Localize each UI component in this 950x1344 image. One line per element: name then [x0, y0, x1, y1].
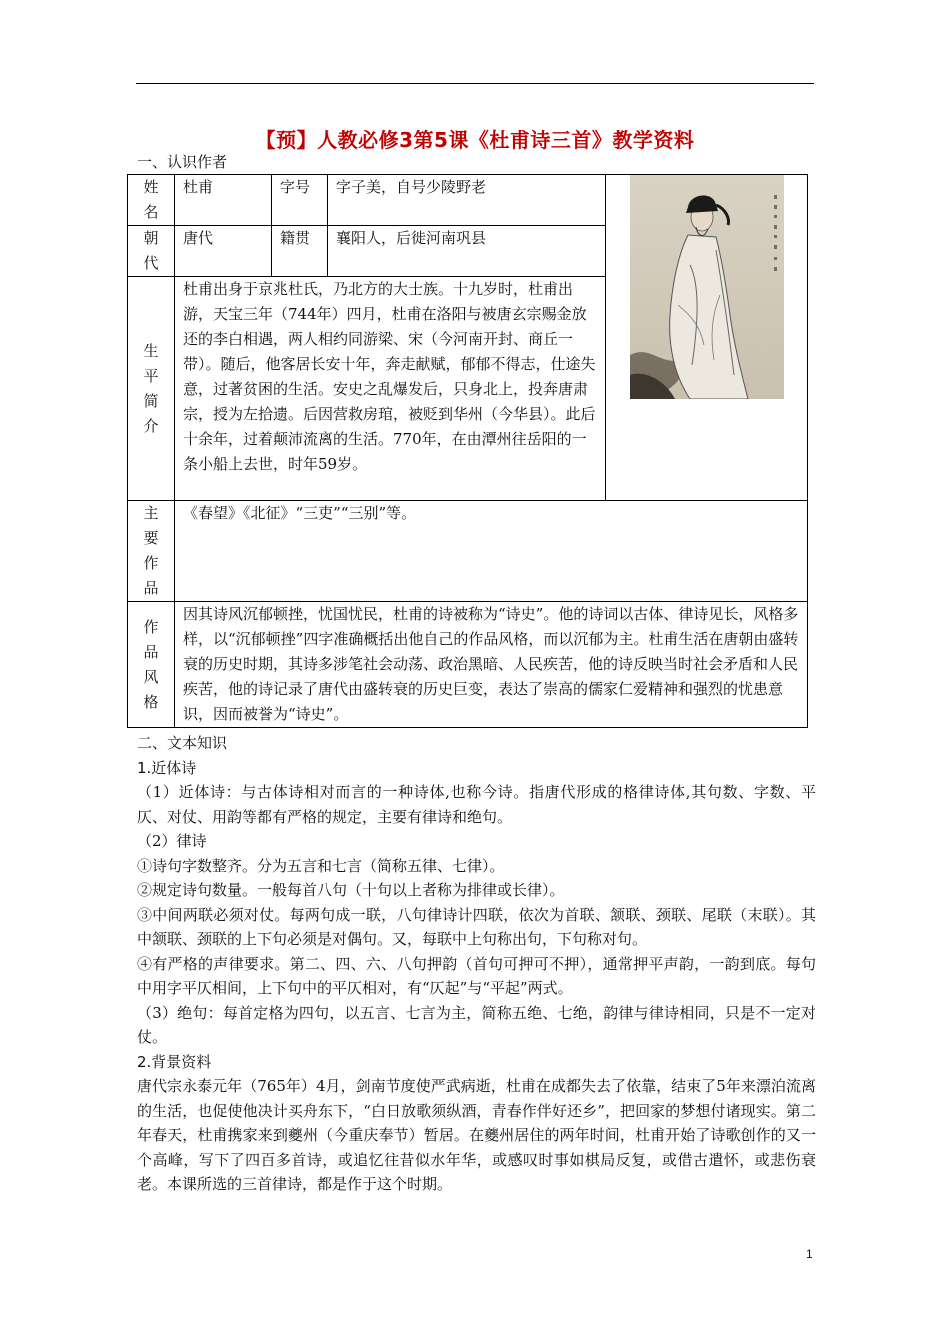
bio-label-cell: [128, 277, 175, 501]
text-knowledge-section: [137, 731, 816, 1197]
paragraph: ④有严格的声律要求。第二、四、六、八句押韵（首句可押可不押），通常押平声韵，一韵到底。每句中用字平仄相间，上下句中的平仄相对，有“仄起”与“平起”两式。: [137, 954, 816, 997]
author-info-table: [127, 174, 808, 728]
zihao-label: 字号: [272, 175, 328, 226]
style-value: 因其诗风沉郁顿挫，忧国忧民，杜甫的诗被称为“诗史”。他的诗词以古体、律诗见长，风格多样，以“沉郁顿挫”四字准确概括出他自己的作品风格，而以沉郁为主。杜甫生活在唐朝由盛转衰的历史时期，其诗多涉笔社会动荡、政治黑暗、人民疾苦，他的诗反映当时社会矛盾和人民疾苦，他的诗记录了唐代由盛转衰的历史巨变，表达了崇高的儒家仁爱精神和强烈的忧患意识，因而被誉为“诗史”。: [175, 602, 808, 728]
portrait-image: [630, 175, 784, 399]
page-number: 1: [806, 1247, 813, 1261]
works-label-cell: [128, 501, 175, 602]
subheading-background: 2.背景资料: [137, 1052, 212, 1071]
document-title: 【预】人教必修3第5课《杜甫诗三首》教学资料: [255, 128, 695, 152]
name-value: 杜甫: [175, 175, 272, 226]
origin-label: 籍贯: [272, 226, 328, 277]
dynasty-value: 唐代: [175, 226, 272, 277]
paragraph: ①诗句字数整齐。分为五言和七言（简称五律、七律）。: [137, 856, 505, 875]
name-label-cell: [128, 175, 175, 226]
bio-label: 生平简介: [143, 341, 159, 435]
section-heading-text-knowledge: 二、文本知识: [137, 734, 228, 752]
header-rule: [136, 83, 814, 84]
table-row: [128, 501, 808, 602]
table-row: [128, 602, 808, 728]
zihao-value: 字子美，自号少陵野老: [328, 175, 606, 226]
paragraph: ②规定诗句数量。一般每首八句（十句以上者称为排律或长律）。: [137, 881, 565, 899]
works-value: 《春望》《北征》“三吏”“三别”等。: [175, 501, 808, 602]
paragraph: ③中间两联必须对仗。每两句成一联，八句律诗计四联，依次为首联、颔联、颈联、尾联（末联）。其中颔联、颈联的上下句必须是对偶句。又，每联中上句称出句，下句称对句。: [137, 905, 816, 948]
works-label: 主要作品: [143, 504, 159, 597]
paragraph: 唐代宗永泰元年（765年）4月，剑南节度使严武病逝，杜甫在成都失去了依靠，结束了5年来漂泊流离的生活，也促使他决计买舟东下，“白日放歌须纵酒，青春作伴好还乡”，把回家的梦想付诸现实。第二年春天，杜甫携家来到夔州（今重庆奉节）暂居。在夔州居住的两年时间，杜甫开始了诗歌创作的又一个高峰，写下了四百多首诗，或追忆往昔似水年华，或感叹时事如棋局反复，或借古遣怀，或悲伤衰老。本课所选的三首律诗，都是作于这个时期。: [137, 1077, 816, 1193]
paragraph: （2）律诗: [137, 832, 207, 850]
name-label: 姓名: [143, 178, 159, 221]
table-row: [128, 175, 808, 226]
portrait-cell: [606, 175, 808, 501]
paragraph: （3）绝句：每首定格为四句，以五言、七言为主，简称五绝、七绝，韵律与律诗相同，只是不一定对仗。: [137, 1003, 816, 1046]
style-label-cell: [128, 602, 175, 728]
origin-value: 襄阳人，后徙河南巩县: [328, 226, 606, 277]
subheading-jinti: 1.近体诗: [137, 758, 197, 777]
style-label: 作品风格: [143, 617, 159, 711]
dynasty-label-cell: [128, 226, 175, 277]
dynasty-label: 朝代: [143, 229, 159, 272]
section-heading-author: 一、认识作者: [137, 153, 228, 171]
paragraph: （1）近体诗：与古体诗相对而言的一种诗体,也称今诗。指唐代形成的格律诗体,其句数、字数、平仄、对仗、用韵等都有严格的规定，主要有律诗和绝句。: [137, 783, 816, 826]
bio-value: 杜甫出身于京兆杜氏，乃北方的大士族。十九岁时，杜甫出游，天宝三年（744年）四月，杜甫在洛阳与被唐玄宗赐金放还的李白相遇，两人相约同游梁、宋（今河南开封、商丘一带）。随后，他客居长安十年，奔走献赋，郁郁不得志，仕途失意，过著贫困的生活。安史之乱爆发后，只身北上，投奔唐肃宗，授为左拾遗。后因营救房琯，被贬到华州（今华县）。此后十余年，过着颠沛流离的生活。770年，在由潭州往岳阳的一条小船上去世，时年59岁。: [175, 277, 606, 501]
